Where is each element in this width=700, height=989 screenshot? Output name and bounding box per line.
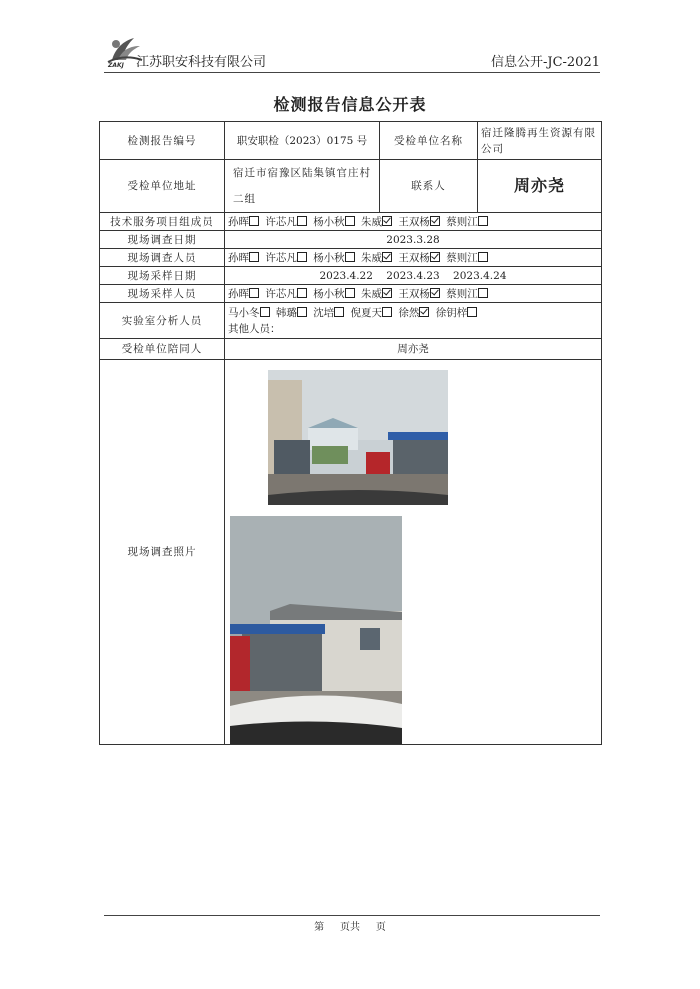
unchecked-box-icon — [478, 216, 488, 226]
samplers-checklist — [225, 285, 602, 303]
table-row — [100, 213, 602, 231]
unchecked-box-icon — [297, 307, 307, 317]
person-name: 许芯凡 — [265, 215, 297, 228]
lab-checklist — [228, 305, 598, 321]
person-name: 韩璐 — [275, 306, 297, 319]
person-entry — [398, 307, 432, 319]
person-name: 许芯凡 — [265, 287, 297, 300]
unchecked-box-icon — [345, 216, 355, 226]
page-title: 检测报告信息公开表 — [273, 95, 427, 114]
footer-divider — [104, 915, 600, 916]
person-entry — [265, 216, 310, 228]
person-name: 孙晖 — [228, 287, 249, 300]
table-row — [100, 339, 602, 360]
contact-label: 联系人 — [380, 160, 478, 213]
survey-date-value: 2023.3.28 — [225, 231, 602, 249]
table-row — [100, 303, 602, 339]
unchecked-box-icon — [297, 216, 307, 226]
checked-box-icon — [419, 307, 429, 317]
checked-box-icon — [382, 288, 392, 298]
person-entry — [228, 216, 262, 228]
unchecked-box-icon — [249, 288, 259, 298]
person-name: 蔡则江 — [446, 251, 478, 264]
table-row — [100, 285, 602, 303]
person-name: 孙晖 — [228, 251, 249, 264]
person-name: 徐然 — [398, 306, 420, 319]
table-row — [100, 122, 602, 160]
surveyors-label: 现场调查人员 — [100, 249, 225, 267]
person-name: 王双杨 — [398, 251, 430, 264]
person-entry — [228, 288, 262, 300]
person-entry — [446, 252, 491, 264]
table-row — [100, 231, 602, 249]
person-entry — [398, 288, 443, 300]
page-header — [104, 32, 600, 74]
person-name: 杨小秋 — [313, 215, 345, 228]
person-entry — [361, 252, 395, 264]
person-entry — [398, 216, 443, 228]
checked-box-icon — [382, 216, 392, 226]
person-name: 杨小秋 — [313, 287, 345, 300]
lab-other-label: 其他人员： — [228, 322, 281, 335]
person-entry — [265, 288, 310, 300]
person-entry — [276, 307, 310, 319]
person-entry — [361, 288, 395, 300]
person-entry — [228, 307, 273, 319]
accompany-label: 受检单位陪同人 — [100, 339, 225, 360]
table-row — [100, 249, 602, 267]
sampling-dates-value: 2023.4.22 2023.4.23 2023.4.24 — [225, 267, 602, 285]
address-value: 宿迁市宿豫区陆集镇官庄村二组 — [225, 160, 380, 213]
person-entry — [313, 216, 358, 228]
report-no-value: 职安职检（2023）0175 号 — [225, 122, 380, 160]
logo-text: ZAKJ — [108, 62, 124, 69]
person-entry — [313, 252, 358, 264]
person-entry — [313, 307, 347, 319]
header-divider — [104, 72, 600, 73]
person-name: 许芯凡 — [265, 251, 297, 264]
survey-date-label: 现场调查日期 — [100, 231, 225, 249]
person-name: 朱威 — [361, 215, 383, 228]
person-entry — [313, 288, 358, 300]
table-row — [100, 160, 602, 213]
team-label: 技术服务项目组成员 — [100, 213, 225, 231]
person-entry — [265, 252, 310, 264]
lab-cell — [225, 303, 602, 339]
person-name: 朱威 — [361, 287, 383, 300]
checked-box-icon — [430, 216, 440, 226]
checked-box-icon — [430, 288, 440, 298]
person-name: 倪夏天 — [350, 306, 383, 319]
page-footer: 第 页共 页 — [314, 922, 386, 933]
person-name: 王双杨 — [398, 215, 430, 228]
person-name: 孙晖 — [228, 215, 249, 228]
unchecked-box-icon — [478, 288, 488, 298]
person-name: 马小冬 — [228, 306, 260, 319]
person-name: 杨小秋 — [313, 251, 345, 264]
address-label: 受检单位地址 — [100, 160, 225, 213]
team-checklist — [225, 213, 602, 231]
person-name: 蔡则江 — [446, 215, 478, 228]
checked-box-icon — [382, 252, 392, 262]
person-entry — [361, 216, 395, 228]
report-no-label: 检测报告编号 — [100, 122, 225, 160]
table-row — [100, 267, 602, 285]
unchecked-box-icon — [297, 288, 307, 298]
unchecked-box-icon — [334, 307, 344, 317]
person-entry — [436, 307, 481, 319]
samplers-label: 现场采样人员 — [100, 285, 225, 303]
checked-box-icon — [430, 252, 440, 262]
unchecked-box-icon — [249, 252, 259, 262]
unchecked-box-icon — [260, 307, 270, 317]
person-entry — [446, 216, 491, 228]
accompany-value: 周亦尧 — [225, 339, 602, 360]
unit-name-value: 宿迁隆腾再生资源有限公司 — [478, 122, 602, 160]
person-name: 沈培 — [313, 306, 335, 319]
person-entry — [351, 307, 396, 319]
person-entry — [398, 252, 443, 264]
photos-label: 现场调查照片 — [100, 360, 225, 745]
surveyors-checklist — [225, 249, 602, 267]
site-photo-gate — [268, 370, 448, 505]
unchecked-box-icon — [467, 307, 477, 317]
sampling-date-label: 现场采样日期 — [100, 267, 225, 285]
unchecked-box-icon — [345, 288, 355, 298]
unchecked-box-icon — [382, 307, 392, 317]
person-name: 徐钥梓 — [435, 306, 468, 319]
unchecked-box-icon — [345, 252, 355, 262]
person-entry — [446, 288, 491, 300]
unit-name-label: 受检单位名称 — [380, 122, 478, 160]
document-number: 信息公开-JC-2021 — [490, 55, 600, 70]
contact-value: 周亦尧 — [478, 160, 602, 213]
unchecked-box-icon — [478, 252, 488, 262]
person-name: 蔡则江 — [446, 287, 478, 300]
person-name: 朱威 — [361, 251, 383, 264]
person-entry — [228, 252, 262, 264]
unchecked-box-icon — [297, 252, 307, 262]
site-photo-building — [230, 516, 402, 744]
person-name: 王双杨 — [398, 287, 430, 300]
lab-label: 实验室分析人员 — [100, 303, 225, 339]
company-name: 江苏职安科技有限公司 — [136, 55, 267, 70]
unchecked-box-icon — [249, 216, 259, 226]
